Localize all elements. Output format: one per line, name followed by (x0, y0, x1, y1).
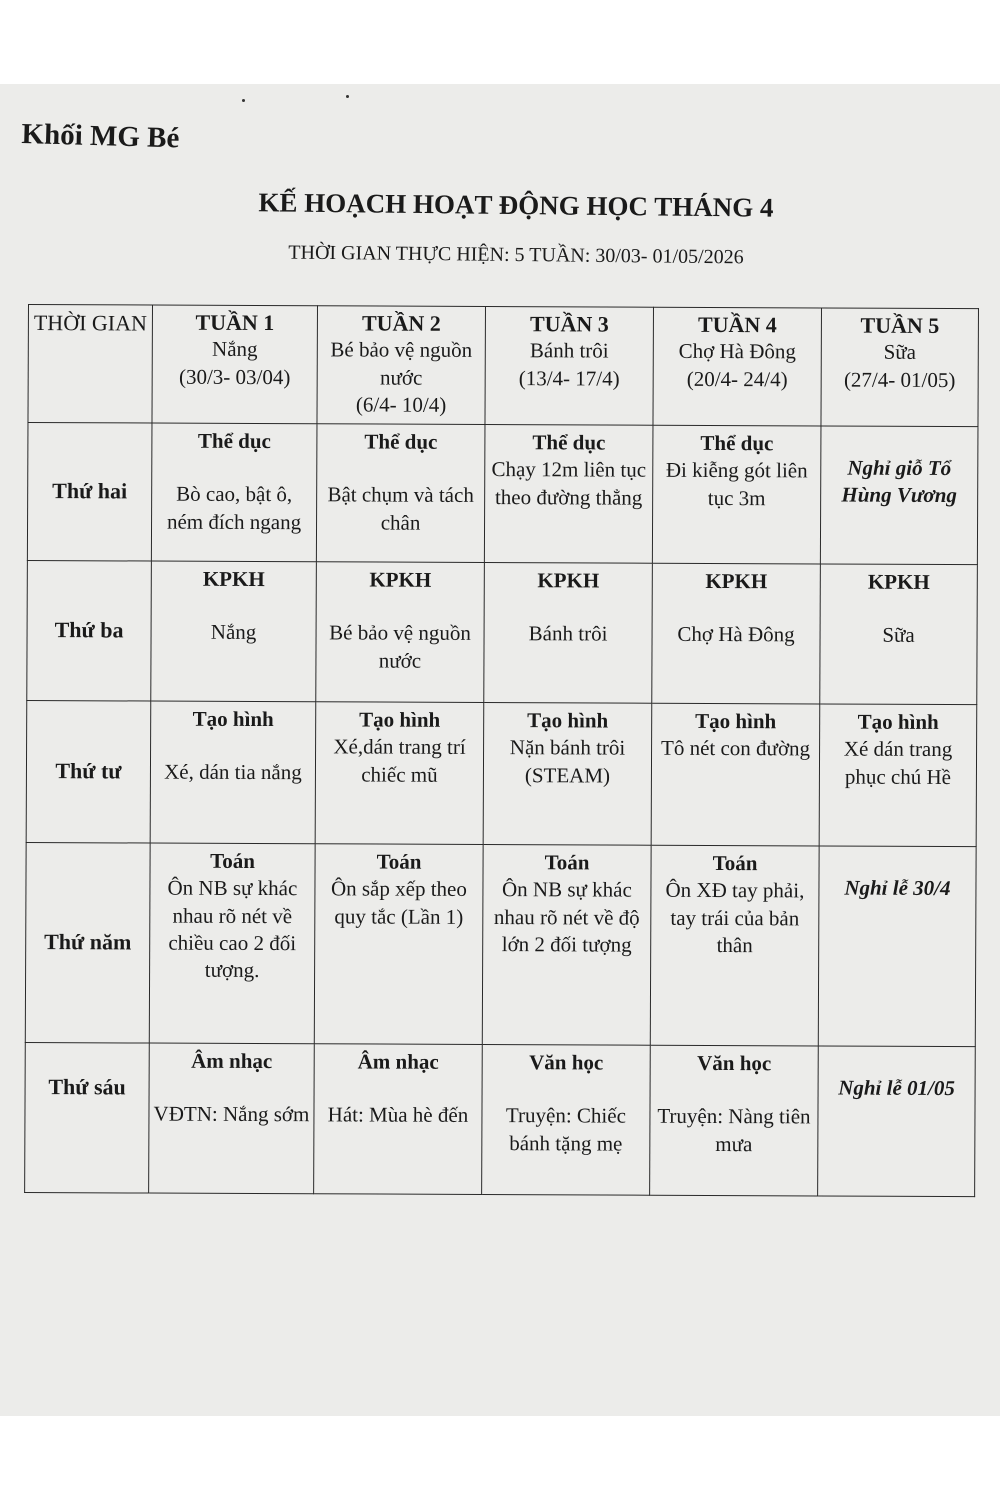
school-label: Khối MG Bé (21, 118, 180, 155)
subject-name: Văn học (697, 1050, 772, 1076)
subject-name: KPKH (705, 568, 768, 594)
activity-cell (484, 562, 653, 703)
activity-cell (316, 424, 485, 563)
subject-name: Toán (544, 850, 590, 875)
week-header-3 (485, 306, 654, 425)
activity-cell (650, 1045, 819, 1196)
activity-detail: Chạy 12m liên tục theo đường thẳng (491, 457, 647, 510)
activity-detail: Truyện: Chiếc bánh tặng mẹ (505, 1103, 626, 1156)
activity-cell (819, 704, 977, 847)
document-title: KẾ HOẠCH HOẠT ĐỘNG HỌC THÁNG 4 (258, 187, 774, 223)
week-header-5 (821, 308, 979, 427)
subject-name: Âm nhạc (191, 1048, 273, 1074)
activity-cell (151, 561, 317, 702)
activity-cell (652, 563, 821, 704)
subject-name: Thể dục (532, 430, 606, 455)
activity-detail: Chợ Hà Đông (677, 622, 795, 647)
subject-name: KPKH (202, 566, 265, 592)
holiday-cell (818, 1046, 976, 1197)
subject-name: KPKH (537, 568, 600, 593)
table-header-row (28, 305, 979, 427)
activity-plan-table (24, 304, 979, 1197)
subject-name: KPKH (369, 567, 432, 592)
table-row-tuesday (27, 560, 978, 704)
activity-detail: VĐTN: Nắng sớm (153, 1101, 310, 1127)
subject-name: KPKH (867, 569, 930, 594)
activity-cell (150, 701, 316, 844)
week-dates: (6/4- 10/4) (355, 392, 447, 417)
holiday-note: Nghỉ giỗ Tổ Hùng Vương (841, 455, 957, 508)
week-topic: Nắng (212, 337, 258, 362)
activity-cell (651, 703, 820, 846)
week-label: TUẦN 2 (361, 310, 441, 336)
activity-detail: Hát: Mùa hè đến (327, 1102, 469, 1128)
paper-speck (346, 95, 349, 98)
activity-detail: Đi kiễng gót liên tục 3m (665, 458, 808, 510)
activity-cell (650, 845, 819, 1046)
activity-cell (315, 702, 484, 845)
activity-detail: Bánh trôi (528, 621, 608, 646)
activity-detail: Xé,dán trang trí chiếc mũ (333, 734, 466, 787)
table-row-friday (25, 1042, 976, 1196)
week-dates: (27/4- 01/05) (843, 367, 956, 392)
week-header-4 (653, 307, 822, 426)
activity-detail: Ôn XĐ tay phải, tay trái của bản thân (665, 878, 805, 958)
paper-speck (242, 99, 245, 102)
week-dates: (13/4- 17/4) (518, 365, 620, 391)
activity-cell (149, 1043, 315, 1194)
subject-name: Thể dục (700, 430, 774, 456)
day-label: Thứ tư (26, 700, 151, 843)
week-dates: (20/4- 24/4) (686, 366, 788, 392)
corner-header: THỜI GIAN (28, 305, 153, 424)
activity-detail: Bé bảo vệ nguồn nước (329, 620, 471, 673)
week-dates: (30/3- 03/04) (178, 364, 291, 389)
subject-name: Tạo hình (359, 707, 441, 732)
activity-detail: Bò cao, bật ô, ném đích ngang (166, 481, 302, 534)
week-header-1 (152, 305, 318, 424)
holiday-cell (820, 426, 978, 565)
activity-cell (316, 562, 485, 703)
day-label: Thứ ba (27, 560, 152, 701)
implementation-period: THỜI GIAN THỰC HIỆN: 5 TUẦN: 30/03- 01/05/2026 (288, 241, 744, 269)
subject-name: Toán (376, 849, 422, 874)
week-topic: Chợ Hà Đông (678, 339, 796, 364)
activity-cell (149, 843, 315, 1044)
week-topic: Bé bảo vệ nguồn nước (330, 337, 473, 390)
subject-name: Thể dục (364, 429, 438, 454)
week-header-2 (317, 306, 486, 425)
activity-detail: Tô nét con đường (660, 736, 811, 761)
table-row-monday (27, 423, 978, 565)
day-label: Thứ năm (25, 842, 150, 1043)
week-topic: Bánh trôi (529, 338, 609, 363)
week-label: TUẦN 5 (860, 312, 940, 338)
week-topic: Sữa (883, 340, 917, 365)
subject-name: Tạo hình (192, 706, 274, 732)
activity-detail: Xé, dán tia nắng (164, 759, 302, 785)
activity-cell (314, 1044, 483, 1195)
activity-detail: Ôn sắp xếp theo quy tắc (Lần 1) (330, 876, 467, 929)
activity-detail: Ôn NB sự khác nhau rõ nét về độ lớn 2 đối tượng (493, 877, 640, 957)
subject-name: Âm nhạc (357, 1049, 439, 1074)
table-row-thursday (25, 842, 976, 1046)
activity-cell (820, 564, 978, 705)
subject-name: Tạo hình (527, 708, 609, 733)
table-row-wednesday (26, 700, 977, 846)
holiday-note: Nghỉ lễ 01/05 (838, 1075, 955, 1101)
activity-cell (484, 424, 653, 563)
activity-detail: Nặn bánh trôi (STEAM) (509, 735, 626, 788)
activity-cell (482, 844, 651, 1045)
activity-cell (314, 844, 483, 1045)
activity-detail: Bật chụm và tách chân (327, 482, 474, 535)
week-label: TUẦN 1 (195, 309, 275, 336)
activity-cell (483, 702, 652, 845)
day-label: Thứ hai (27, 423, 152, 562)
activity-detail: Xé dán trang phục chú Hề (843, 736, 953, 789)
subject-name: Thể dục (197, 428, 271, 454)
week-label: TUẦN 3 (529, 311, 609, 337)
subject-name: Tạo hình (695, 708, 777, 734)
holiday-cell (818, 846, 976, 1047)
activity-cell (652, 425, 821, 564)
activity-cell (151, 423, 317, 562)
subject-name: Toán (210, 848, 255, 873)
activity-detail: Ôn NB sự khác nhau rõ nét về chiều cao 2 đối tượng. (167, 875, 298, 983)
subject-name: Văn học (529, 1050, 604, 1075)
activity-detail: Sữa (882, 623, 915, 648)
subject-name: Toán (712, 850, 758, 876)
week-label: TUẦN 4 (697, 311, 777, 338)
subject-name: Tạo hình (857, 709, 939, 734)
activity-detail: Nắng (210, 620, 257, 645)
activity-cell (482, 1044, 651, 1195)
holiday-note: Nghỉ lễ 30/4 (844, 875, 951, 901)
day-label: Thứ sáu (25, 1042, 150, 1193)
activity-detail: Truyện: Nàng tiên mưa (657, 1104, 811, 1156)
